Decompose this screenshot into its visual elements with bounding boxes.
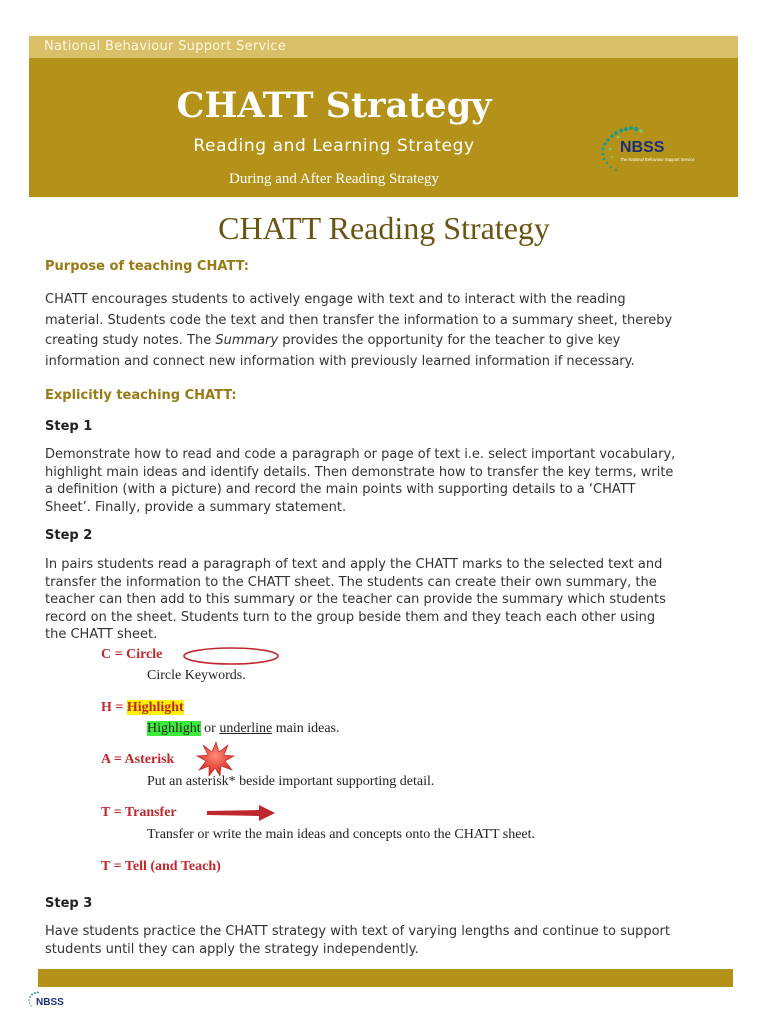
- mark-t-label: T = Transfer: [101, 805, 177, 820]
- underline-word: underline: [219, 721, 273, 736]
- step1-line: Sheet’. Finally, provide a summary statement.: [45, 499, 347, 515]
- mark-h-label: H = Highlight: [101, 700, 184, 715]
- step2-line: the CHATT sheet.: [45, 627, 158, 642]
- step1-line: a definition (with a picture) and record the main points with supporting details to a ‘CHATT: [45, 482, 636, 498]
- red-ellipse-icon: [180, 645, 282, 667]
- step2-title: Step 2: [45, 528, 93, 543]
- highlight-word: Highlight: [126, 700, 184, 715]
- banner-title: CHATT Strategy: [176, 85, 492, 126]
- logo-text: NBSS: [620, 139, 665, 156]
- step3-line: Have students practice the CHATT strategy with text of varying lengths and continue to support: [45, 924, 670, 939]
- step2-line: transfer the information to the CHATT sheet. The students can create their own summary, the: [45, 574, 657, 590]
- banner-tagline: During and After Reading Strategy: [229, 171, 439, 187]
- summary-italic: Summary: [215, 333, 279, 349]
- step1-paragraph: [45, 446, 725, 516]
- mark-a-label: A = Asterisk: [101, 752, 175, 767]
- footer-logo-text: NBSS: [36, 997, 64, 1008]
- purpose-paragraph: [45, 290, 725, 373]
- logo-caption: The National Behaviour Support Service: [620, 157, 695, 162]
- banner-subtitle: Reading and Learning Strategy: [193, 136, 475, 156]
- purpose-heading: Purpose of teaching CHATT:: [45, 259, 249, 274]
- purpose-line: material. Students code the text and then transfer the information to a summary sheet, thereby: [45, 312, 673, 328]
- footer-logo: [26, 990, 72, 1010]
- step1-line: highlight main ideas and identify details. Then demonstrate how to transfer the key terms, write: [45, 464, 674, 480]
- purpose-line: creating study notes. The Summary provides the opportunity for the teacher to give key: [45, 333, 621, 349]
- red-star-icon: [196, 740, 236, 778]
- green-highlight: Highlight: [147, 721, 201, 736]
- nbss-logo: [596, 125, 706, 175]
- footer-bar: [38, 969, 733, 987]
- step3-line: students until they can apply the strategy independently.: [45, 941, 419, 957]
- step1-title: Step 1: [45, 419, 93, 434]
- document-title: CHATT Reading Strategy: [218, 210, 550, 246]
- explicit-heading: Explicitly teaching CHATT:: [45, 388, 237, 403]
- step3-paragraph: [45, 923, 725, 958]
- mark-c-desc: Circle Keywords.: [147, 668, 246, 683]
- mark-t-desc: Transfer or write the main ideas and concepts onto the CHATT sheet.: [147, 827, 536, 842]
- step3-title: Step 3: [45, 896, 93, 911]
- step2-line: teacher can then add to this summary or the teacher can provide the summary which students: [45, 592, 666, 607]
- step2-line: In pairs students read a paragraph of text and apply the CHATT marks to the selected text and: [45, 557, 663, 572]
- step1-line: Demonstrate how to read and code a paragraph or page of text i.e. select important vocabulary,: [45, 447, 676, 462]
- org-name: National Behaviour Support Service: [44, 39, 287, 54]
- mark-h-desc: Highlight or underline main ideas.: [147, 721, 340, 736]
- purpose-line: CHATT encourages students to actively engage with text and to interact with the reading: [45, 292, 626, 307]
- mark-c-label: C = Circle: [101, 647, 163, 662]
- purpose-line: information and connect new information with previously learned information if necessary.: [45, 354, 635, 370]
- red-arrow-icon: [205, 803, 277, 823]
- step2-line: record on the sheet. Students turn to the group beside them and they teach each other using: [45, 609, 656, 625]
- mark-a-desc: Put an asterisk* beside important supporting detail.: [147, 774, 435, 789]
- step2-paragraph: [45, 556, 725, 644]
- top-bar: [29, 36, 738, 58]
- mark-tell-label: T = Tell (and Teach): [101, 859, 221, 874]
